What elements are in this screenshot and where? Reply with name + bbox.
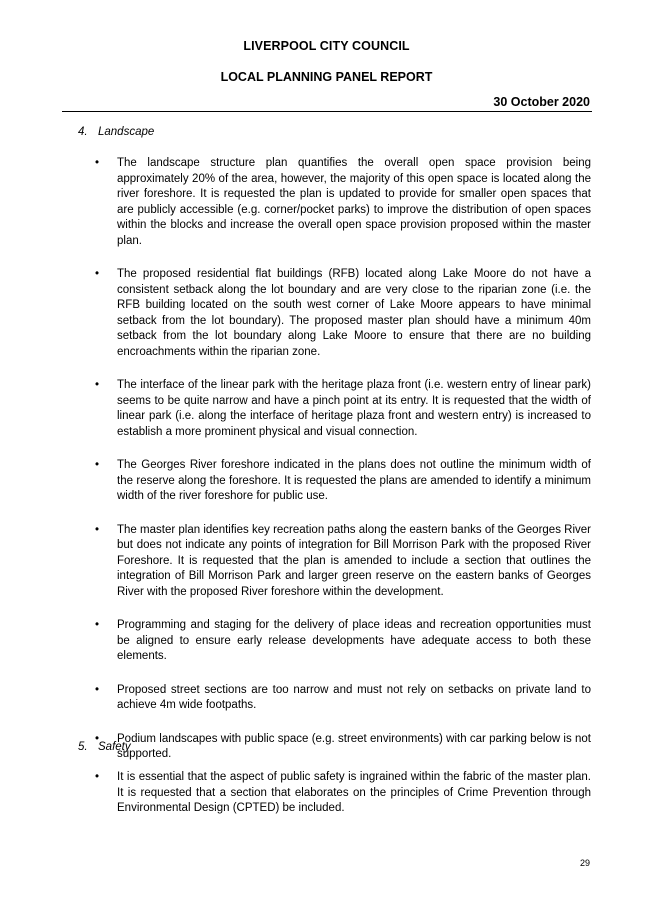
bullet-icon: • (95, 379, 100, 391)
header-divider (62, 111, 592, 112)
bullet-text: The interface of the linear park with the heritage plaza front (i.e. western entry of linear park) seems to be quite narrow and have a pinch point at its entry. It is requested that the width of linear park (i.e. along the interface of heritage plaza front and western entry) is increased to establish a more prominent physical and visual connection. (117, 379, 591, 438)
list-item (0, 378, 653, 440)
bullet-text: The proposed residential flat buildings (RFB) located along Lake Moore do not have a consistent setback along the lot boundary and are very close to the riparian zone (i.e. the RFB building located on the south west corner of Lake Moore appears to have minimal setback from the lot boundary). The proposed master plan should have a minimum 40m setback from the lot boundary along Lake Moore to ensure that there are no building encroachments within the riparian zone. (117, 268, 591, 358)
list-item (0, 267, 653, 360)
council-name: LIVERPOOL CITY COUNCIL (243, 39, 410, 53)
list-item (0, 683, 653, 714)
bullet-text: The master plan identifies key recreation paths along the eastern banks of the Georges River but does not indicate any points of integration for Bill Morrison Park with the proposed River Foreshore. It is requested that the plan is amended to include a section that outlines the integration of Bill Morrison Park and larger green reserve on the eastern banks of Georges River with the proposed River foreshore within the development. (117, 523, 591, 598)
bullet-icon: • (95, 268, 100, 280)
report-date: 30 October 2020 (493, 95, 590, 109)
bullet-icon: • (95, 683, 100, 696)
bullet-icon: • (95, 523, 100, 536)
section-title: Landscape (98, 126, 155, 138)
safety-bullet-list (0, 770, 653, 835)
list-item (0, 770, 653, 817)
bullet-icon: • (95, 619, 100, 631)
section-heading-landscape (78, 126, 154, 138)
page-number: 29 (579, 858, 590, 868)
list-item (0, 523, 653, 601)
list-item (0, 618, 653, 665)
bullet-text: The Georges River foreshore indicated in the plans does not outline the minimum width of the reserve along the foreshore. It is requested the plans are amended to identify a minimum width of the river foreshore for public use. (117, 459, 591, 502)
bullet-icon: • (95, 732, 100, 745)
list-item (0, 156, 653, 249)
section-number: 5. (78, 741, 88, 753)
report-title: LOCAL PLANNING PANEL REPORT (220, 70, 433, 84)
bullet-icon: • (95, 459, 100, 471)
bullet-text: The landscape structure plan quantifies the overall open space provision being approximately 20% of the area, however, the majority of this open space is located along the river foreshore. It is requested the plan is updated to provide for smaller open spaces that are publicly accessible (e.g. corner/pocket parks) to improve the distribution of open spaces within the blocks and increase the overall open space provision proposed within the master plan. (117, 157, 591, 247)
section-title: Safety (98, 741, 131, 753)
landscape-bullet-list (0, 156, 653, 781)
bullet-icon: • (95, 771, 100, 783)
bullet-text: It is essential that the aspect of public safety is ingrained within the fabric of the master plan. It is requested that a section that elaborates on the principles of Crime Prevention through Environmental Design (CPTED) be included. (117, 771, 591, 814)
bullet-text: Programming and staging for the delivery of place ideas and recreation opportunities must be aligned to ensure early release developments have adequate access to both these elements. (117, 619, 591, 662)
section-heading-safety (78, 741, 131, 753)
section-number: 4. (78, 126, 88, 138)
bullet-text: Proposed street sections are too narrow and must not rely on setbacks on private land to achieve 4m wide footpaths. (117, 683, 591, 711)
bullet-text: Podium landscapes with public space (e.g. street environments) with car parking below is not supported. (117, 732, 591, 760)
bullet-icon: • (95, 157, 100, 169)
list-item (0, 458, 653, 505)
